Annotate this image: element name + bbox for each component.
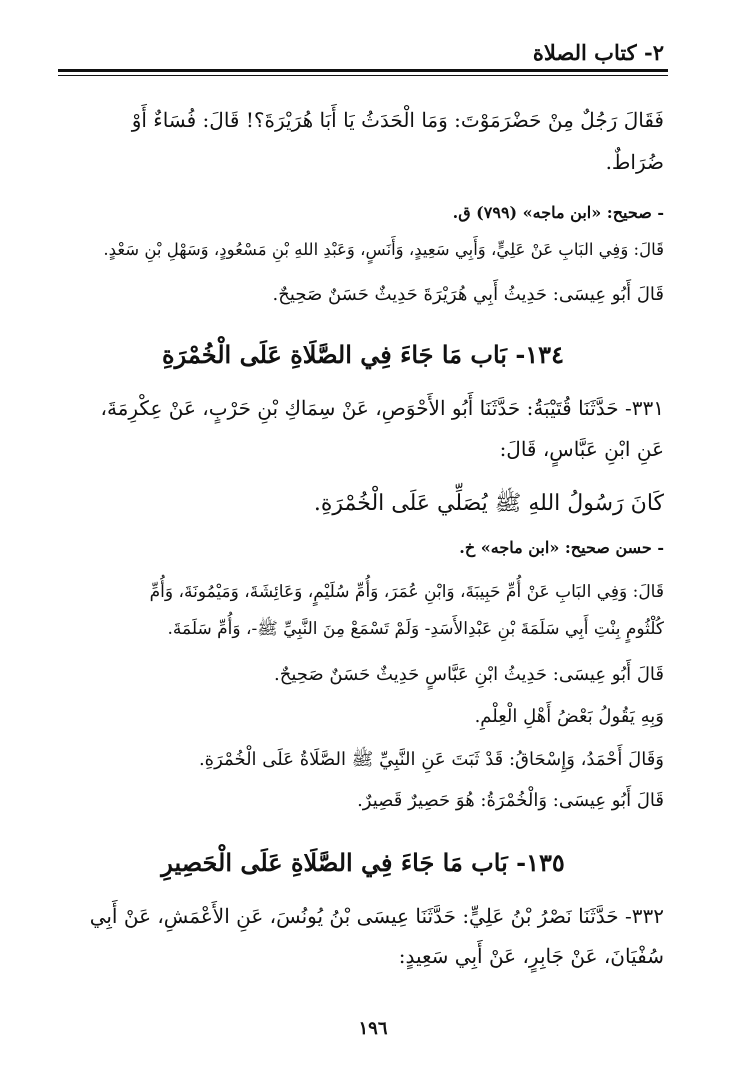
text-line-9: وَقَالَ أَحْمَدُ، وَإِسْحَاقُ: قَدْ ثَبَتَ عَنِ النَّبِيِّ ﷺ الصَّلَاةُ عَلَى الْخُمْرَةِ.	[198, 749, 664, 770]
hadith-331-line-2: عَنِ ابْنِ عَبَّاسٍ، قَالَ:	[499, 437, 664, 461]
text-line-2: ضُرَاطٌ.	[605, 150, 664, 174]
hadith-332-line-2: سُفْيَانَ، عَنْ جَابِرٍ، عَنْ أَبِي سَعِيدٍ:	[398, 944, 664, 968]
hadith-332-line-1: ٣٣٢- حَدَّثَنَا نَصْرُ بْنُ عَلِيٍّ: حَدَّثَنَا عِيسَى بْنُ يُونُسَ، عَنِ الأَعْمَشِ، عَنْ أَبِي	[89, 904, 664, 928]
page-number: ١٩٦	[358, 1018, 388, 1039]
chapter-heading-134: ١٣٤- بَاب مَا جَاءَ فِي الصَّلَاةِ عَلَى الْخُمْرَةِ	[162, 340, 564, 369]
header-rule-thin	[58, 75, 668, 76]
grading-note-2: - حسن صحيح: «ابن ماجه» خ.	[459, 538, 664, 557]
hadith-331-line-1: ٣٣١- حَدَّثَنَا قُتَيْبَةُ: حَدَّثَنَا أَبُو الأَحْوَصِ، عَنْ سِمَاكِ بْنِ حَرْبٍ، عَنْ عِكْرِمَةَ،	[100, 396, 664, 420]
text-line-1: فَقَالَ رَجُلٌ مِنْ حَضْرَمَوْتَ: وَمَا الْحَدَثُ يَا أَبَا هُرَيْرَةَ؟! قَالَ: فُسَاءٌ أَوْ	[131, 108, 664, 132]
header-rule-thick	[58, 69, 668, 72]
text-line-5: قَالَ: وَفِي البَابِ عَنْ أُمِّ حَبِيبَةَ، وَابْنِ عُمَرَ، وَأُمِّ سُلَيْمٍ، وَعَائِشَةَ، وَمَيْمُونَةَ، وَأُمِّ	[149, 582, 664, 602]
running-header-title: ٢- كتاب الصلاة	[532, 40, 664, 65]
text-line-3: قَالَ: وَفِي البَابِ عَنْ عَلِيٍّ، وَأَبِي سَعِيدٍ، وَأَنَسٍ، وَعَبْدِ اللهِ بْنِ مَسْعُودٍ، وَسَهْلِ بْنِ سَعْدٍ.	[103, 240, 664, 259]
hadith-331-matn: كَانَ رَسُولُ اللهِ ﷺ يُصَلِّي عَلَى الْخُمْرَةِ.	[313, 491, 664, 516]
text-line-10: قَالَ أَبُو عِيسَى: وَالْخُمْرَةُ: هُوَ حَصِيرٌ قَصِيرٌ.	[357, 790, 664, 811]
text-line-8: وَبِهِ يَقُولُ بَعْضُ أَهْلِ الْعِلْمِ.	[474, 706, 664, 727]
text-line-6: كُلْثُومٍ بِنْتِ أَبِي سَلَمَةَ بْنِ عَبْدِالأَسَدِ- وَلَمْ تَسْمَعْ مِنَ النَّبِيِّ ﷺ-، وَأُمِّ سَلَمَةَ.	[167, 619, 664, 639]
chapter-heading-135: ١٣٥- بَاب مَا جَاءَ فِي الصَّلَاةِ عَلَى الْحَصِيرِ	[161, 848, 565, 877]
text-line-7: قَالَ أَبُو عِيسَى: حَدِيثُ ابْنِ عَبَّاسٍ حَدِيثٌ حَسَنٌ صَحِيحٌ.	[274, 664, 664, 685]
text-line-4: قَالَ أَبُو عِيسَى: حَدِيثُ أَبِي هُرَيْرَةَ حَدِيثٌ حَسَنٌ صَحِيحٌ.	[272, 284, 664, 305]
grading-note-1: - صحيح: «ابن ماجه» (٧٩٩) ق.	[452, 203, 664, 222]
